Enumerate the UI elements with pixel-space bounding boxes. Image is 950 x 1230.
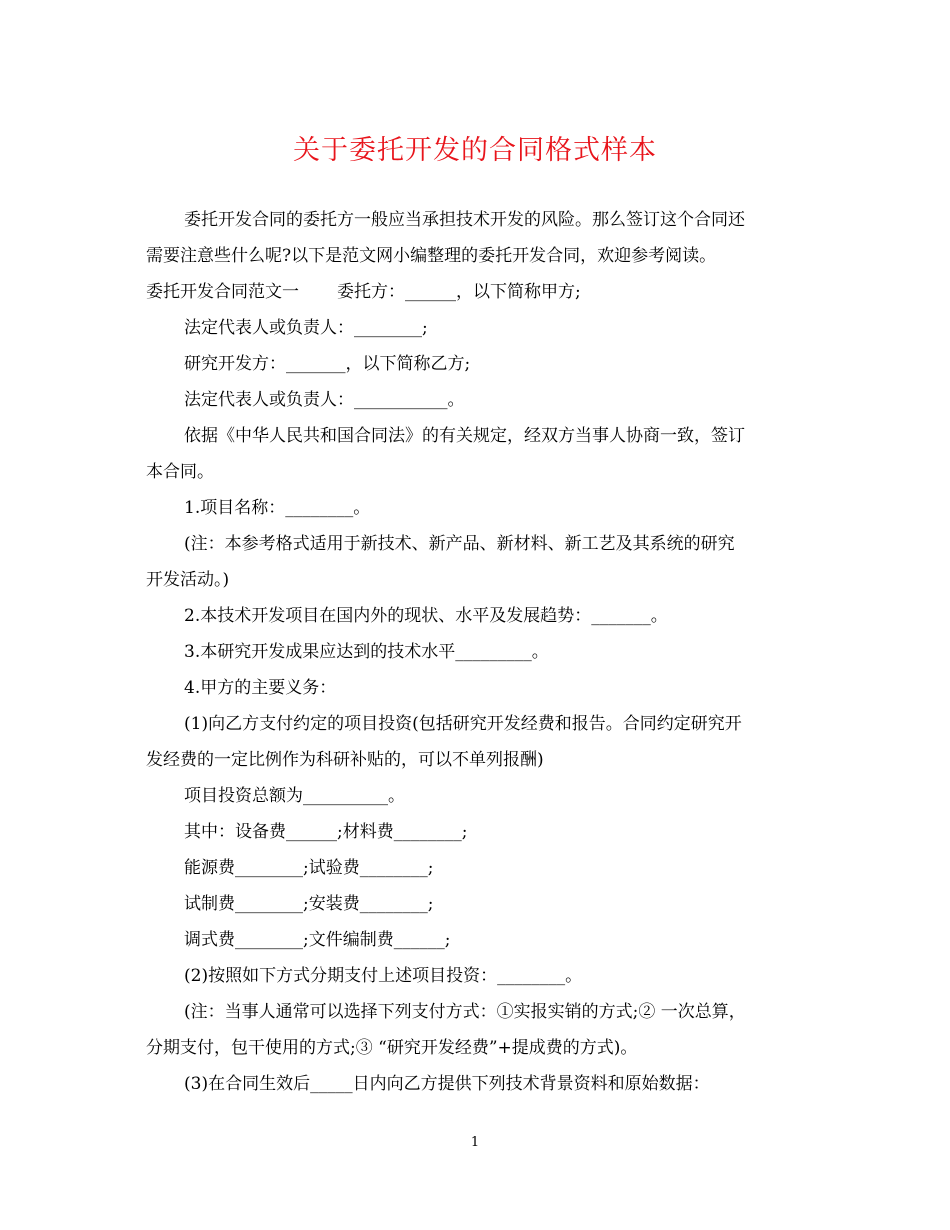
sample-heading: 委托开发合同范文一 [146,282,299,302]
paragraph: 委托开发合同的委托方一般应当承担技术开发的风险。那么签订这个合同还 [184,210,745,230]
paragraph: 4.甲方的主要义务： [184,678,337,698]
entrusting-party-clause: 委托方：______，以下简称甲方; [337,282,581,302]
page-number: 1 [470,1135,480,1150]
paragraph: 其中：设备费______;材料费________; [184,822,468,842]
paragraph: (1)向乙方支付约定的项目投资(包括研究开发经费和报告。合同约定研究开 [184,714,742,734]
paragraph: 试制费________;安装费________; [184,894,434,914]
paragraph: 研究开发方：_______，以下简称乙方; [184,354,471,374]
paragraph: 法定代表人或负责人：________; [184,318,428,338]
paragraph: (3)在合同生效后_____日内向乙方提供下列技术背景资料和原始数据： [184,1074,710,1094]
paragraph: 调式费________;文件编制费______; [184,930,451,950]
paragraph: 2.本技术开发项目在国内外的现状、水平及发展趋势：_______。 [184,606,668,626]
paragraph: 需要注意些什么呢?以下是范文网小编整理的委托开发合同，欢迎参考阅读。 [146,246,717,266]
document-title: 关于委托开发的合同格式样本 [293,135,657,166]
paragraph: 1.项目名称：________。 [184,498,371,518]
paragraph: 依据《中华人民共和国合同法》的有关规定，经双方当事人协商一致，签订 [184,426,745,446]
paragraph: 法定代表人或负责人：___________。 [184,390,465,410]
paragraph: 3.本研究开发成果应达到的技术水平_________。 [184,642,549,662]
paragraph: 开发活动。) [146,570,230,590]
paragraph: 分期支付，包干使用的方式;③ “研究开发经费”+提成费的方式)。 [146,1038,638,1058]
paragraph: 发经费的一定比例作为科研补贴的，可以不单列报酬) [146,750,544,770]
paragraph: 本合同。 [146,462,214,482]
paragraph: 能源费________;试验费________; [184,858,434,878]
paragraph-sample-heading [146,274,806,310]
paragraph: (注：本参考格式适用于新技术、新产品、新材料、新工艺及其系统的研究 [184,534,735,554]
paragraph: 项目投资总额为__________。 [184,786,405,806]
paragraph: (注：当事人通常可以选择下列支付方式：①实报实销的方式;② 一次总算， [184,1002,746,1022]
paragraph: (2)按照如下方式分期支付上述项目投资：________。 [184,966,583,986]
document-body [146,202,806,1102]
